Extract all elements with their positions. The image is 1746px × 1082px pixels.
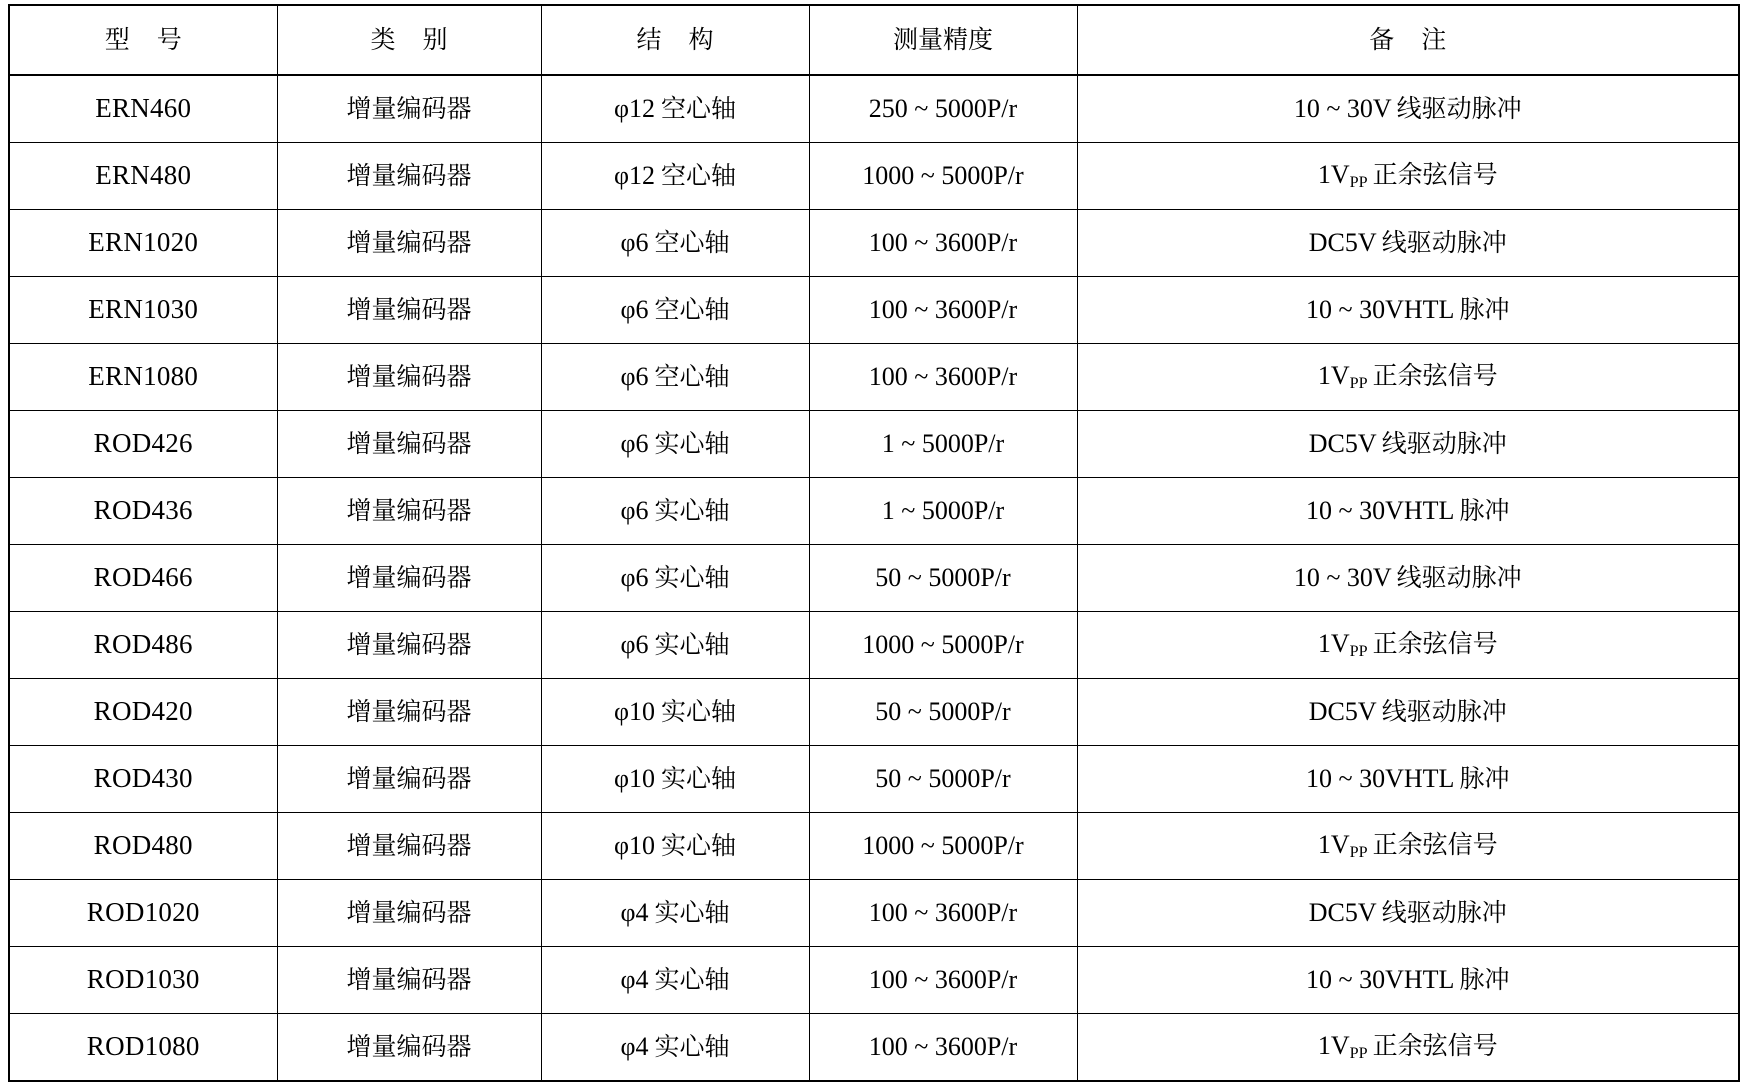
- cell-accuracy: [809, 880, 1077, 947]
- column-header-note-label: 备 注: [1369, 25, 1456, 55]
- note-signal-type: 线驱动脉冲: [1381, 897, 1507, 927]
- structure-type: 实心轴: [661, 830, 737, 860]
- cell-accuracy: [809, 411, 1077, 478]
- category-text: 增量编码器: [346, 428, 472, 458]
- cell-model: [9, 277, 277, 344]
- structure-type: 实心轴: [654, 428, 730, 458]
- structure-type: 实心轴: [654, 964, 730, 994]
- structure-diameter: φ10: [613, 830, 655, 860]
- cell-structure: [541, 1014, 809, 1082]
- cell-structure: [541, 411, 809, 478]
- note-signal-type: 脉冲: [1459, 964, 1510, 994]
- column-header-structure: [541, 5, 809, 75]
- structure-type: 实心轴: [654, 562, 730, 592]
- accuracy-text: 100 ~ 3600P/r: [868, 227, 1018, 257]
- cell-accuracy: [809, 612, 1077, 679]
- category-text: 增量编码器: [346, 830, 472, 860]
- model-text: ERN480: [95, 160, 192, 191]
- structure-diameter: φ12: [613, 93, 655, 123]
- category-text: 增量编码器: [346, 227, 472, 257]
- accuracy-text: 100 ~ 3600P/r: [868, 361, 1018, 391]
- cell-model: [9, 545, 277, 612]
- cell-accuracy: [809, 344, 1077, 411]
- table-row: [9, 679, 1739, 746]
- model-text: ROD426: [93, 428, 193, 459]
- structure-diameter: φ6: [620, 562, 649, 592]
- cell-model: [9, 746, 277, 813]
- note-signal-level: 1V: [1317, 628, 1350, 658]
- note-signal-level: 10 ~ 30VHTL: [1306, 495, 1455, 525]
- cell-structure: [541, 143, 809, 210]
- cell-model: [9, 612, 277, 679]
- note-signal-level: DC5V: [1308, 696, 1377, 726]
- table-row: [9, 612, 1739, 679]
- model-text: ROD436: [93, 495, 193, 526]
- structure-type: 实心轴: [654, 495, 730, 525]
- cell-note: [1077, 679, 1739, 746]
- accuracy-text: 100 ~ 3600P/r: [868, 1031, 1018, 1061]
- cell-structure: [541, 545, 809, 612]
- note-subscript: PP: [1349, 374, 1368, 392]
- cell-category: [277, 75, 541, 143]
- note-signal-level: 10 ~ 30V: [1293, 93, 1392, 123]
- table-row: [9, 411, 1739, 478]
- cell-structure: [541, 947, 809, 1014]
- note-signal-type: 线驱动脉冲: [1381, 227, 1507, 257]
- column-header-accuracy: [809, 5, 1077, 75]
- note-signal-level: 10 ~ 30V: [1293, 562, 1392, 592]
- column-header-model-label: 型 号: [104, 25, 192, 55]
- category-text: 增量编码器: [346, 361, 472, 391]
- cell-note: [1077, 344, 1739, 411]
- cell-accuracy: [809, 478, 1077, 545]
- cell-model: [9, 411, 277, 478]
- model-text: ERN1030: [88, 294, 199, 325]
- structure-type: 空心轴: [654, 361, 730, 391]
- structure-diameter: φ10: [613, 696, 655, 726]
- cell-note: [1077, 1014, 1739, 1082]
- structure-type: 实心轴: [661, 763, 737, 793]
- cell-accuracy: [809, 746, 1077, 813]
- structure-diameter: φ6: [620, 227, 649, 257]
- structure-diameter: φ6: [620, 294, 649, 324]
- note-signal-level: DC5V: [1308, 897, 1377, 927]
- note-signal-type: 脉冲: [1459, 294, 1510, 324]
- column-header-structure-label: 结 构: [636, 25, 723, 55]
- accuracy-text: 100 ~ 3600P/r: [868, 964, 1018, 994]
- structure-type: 空心轴: [654, 294, 730, 324]
- cell-category: [277, 277, 541, 344]
- cell-accuracy: [809, 210, 1077, 277]
- cell-category: [277, 411, 541, 478]
- table-row: [9, 478, 1739, 545]
- table-row: [9, 75, 1739, 143]
- cell-accuracy: [809, 545, 1077, 612]
- cell-category: [277, 143, 541, 210]
- category-text: 增量编码器: [346, 964, 472, 994]
- note-subscript: PP: [1349, 1044, 1368, 1062]
- note-signal-level: 10 ~ 30VHTL: [1306, 763, 1455, 793]
- column-header-model: [9, 5, 277, 75]
- accuracy-text: 1000 ~ 5000P/r: [862, 830, 1024, 860]
- note-signal-type: 线驱动脉冲: [1381, 428, 1507, 458]
- cell-note: [1077, 880, 1739, 947]
- category-text: 增量编码器: [346, 629, 472, 659]
- category-text: 增量编码器: [346, 93, 472, 123]
- cell-structure: [541, 746, 809, 813]
- category-text: 增量编码器: [346, 1031, 472, 1061]
- cell-note: [1077, 143, 1739, 210]
- cell-accuracy: [809, 1014, 1077, 1082]
- note-signal-level: 1V: [1317, 159, 1350, 189]
- structure-type: 空心轴: [661, 93, 737, 123]
- column-header-accuracy-label: 测量精度: [892, 25, 993, 55]
- accuracy-text: 100 ~ 3600P/r: [868, 897, 1018, 927]
- table-header-row: [9, 5, 1739, 75]
- table-row: [9, 813, 1739, 880]
- cell-note: [1077, 813, 1739, 880]
- note-subscript: PP: [1349, 642, 1368, 660]
- table-row: [9, 1014, 1739, 1082]
- category-text: 增量编码器: [346, 897, 472, 927]
- encoder-spec-table: [8, 4, 1740, 1082]
- note-signal-type: 脉冲: [1459, 495, 1510, 525]
- cell-category: [277, 947, 541, 1014]
- cell-model: [9, 344, 277, 411]
- note-signal-type: 正余弦信号: [1372, 1030, 1498, 1060]
- accuracy-text: 1000 ~ 5000P/r: [862, 160, 1024, 190]
- table-row: [9, 947, 1739, 1014]
- cell-structure: [541, 813, 809, 880]
- accuracy-text: 100 ~ 3600P/r: [868, 294, 1018, 324]
- note-signal-type: 线驱动脉冲: [1396, 562, 1522, 592]
- note-signal-level: DC5V: [1308, 227, 1377, 257]
- note-signal-type: 正余弦信号: [1372, 628, 1498, 658]
- category-text: 增量编码器: [346, 562, 472, 592]
- note-subscript: PP: [1349, 173, 1368, 191]
- note-signal-level: DC5V: [1308, 428, 1377, 458]
- column-header-category: [277, 5, 541, 75]
- cell-category: [277, 210, 541, 277]
- note-signal-level: 1V: [1317, 360, 1350, 390]
- cell-category: [277, 813, 541, 880]
- note-subscript: PP: [1349, 843, 1368, 861]
- cell-accuracy: [809, 679, 1077, 746]
- accuracy-text: 250 ~ 5000P/r: [868, 93, 1018, 123]
- structure-diameter: φ4: [620, 964, 649, 994]
- structure-type: 实心轴: [654, 1031, 730, 1061]
- cell-category: [277, 746, 541, 813]
- cell-accuracy: [809, 947, 1077, 1014]
- cell-note: [1077, 947, 1739, 1014]
- cell-category: [277, 478, 541, 545]
- cell-note: [1077, 277, 1739, 344]
- cell-category: [277, 344, 541, 411]
- cell-model: [9, 75, 277, 143]
- cell-model: [9, 143, 277, 210]
- note-signal-type: 正余弦信号: [1372, 829, 1498, 859]
- cell-note: [1077, 75, 1739, 143]
- structure-type: 实心轴: [654, 629, 730, 659]
- cell-accuracy: [809, 75, 1077, 143]
- accuracy-text: 50 ~ 5000P/r: [875, 763, 1011, 793]
- cell-category: [277, 612, 541, 679]
- note-signal-type: 正余弦信号: [1372, 159, 1498, 189]
- cell-category: [277, 880, 541, 947]
- cell-model: [9, 1014, 277, 1082]
- cell-structure: [541, 277, 809, 344]
- table-row: [9, 545, 1739, 612]
- table-header: [9, 5, 1739, 75]
- note-signal-level: 10 ~ 30VHTL: [1306, 964, 1455, 994]
- note-signal-type: 正余弦信号: [1372, 360, 1498, 390]
- category-text: 增量编码器: [346, 495, 472, 525]
- structure-type: 空心轴: [654, 227, 730, 257]
- accuracy-text: 50 ~ 5000P/r: [875, 696, 1011, 726]
- model-text: ROD486: [93, 629, 193, 660]
- model-text: ROD466: [93, 562, 193, 593]
- model-text: ROD420: [93, 696, 193, 727]
- cell-note: [1077, 411, 1739, 478]
- cell-structure: [541, 210, 809, 277]
- cell-structure: [541, 679, 809, 746]
- table-row: [9, 880, 1739, 947]
- note-signal-level: 1V: [1317, 829, 1350, 859]
- cell-note: [1077, 478, 1739, 545]
- model-text: ROD1030: [86, 964, 200, 995]
- cell-category: [277, 545, 541, 612]
- model-text: ERN460: [95, 93, 192, 124]
- structure-diameter: φ6: [620, 629, 649, 659]
- model-text: ROD430: [93, 763, 193, 794]
- model-text: ROD480: [93, 830, 193, 861]
- cell-note: [1077, 545, 1739, 612]
- accuracy-text: 1 ~ 5000P/r: [881, 428, 1005, 458]
- column-header-category-label: 类 别: [370, 25, 457, 55]
- cell-structure: [541, 344, 809, 411]
- table-row: [9, 210, 1739, 277]
- category-text: 增量编码器: [346, 763, 472, 793]
- table-row: [9, 344, 1739, 411]
- cell-model: [9, 679, 277, 746]
- table-row: [9, 746, 1739, 813]
- cell-note: [1077, 746, 1739, 813]
- structure-diameter: φ10: [613, 763, 655, 793]
- table-row: [9, 143, 1739, 210]
- structure-type: 实心轴: [654, 897, 730, 927]
- cell-category: [277, 679, 541, 746]
- structure-type: 实心轴: [661, 696, 737, 726]
- cell-model: [9, 880, 277, 947]
- cell-model: [9, 478, 277, 545]
- model-text: ROD1080: [86, 1031, 200, 1062]
- cell-note: [1077, 210, 1739, 277]
- structure-diameter: φ12: [613, 160, 655, 190]
- note-signal-type: 线驱动脉冲: [1396, 93, 1522, 123]
- cell-note: [1077, 612, 1739, 679]
- accuracy-text: 1000 ~ 5000P/r: [862, 629, 1024, 659]
- cell-structure: [541, 75, 809, 143]
- note-signal-level: 10 ~ 30VHTL: [1306, 294, 1455, 324]
- cell-structure: [541, 880, 809, 947]
- cell-model: [9, 210, 277, 277]
- accuracy-text: 50 ~ 5000P/r: [875, 562, 1011, 592]
- category-text: 增量编码器: [346, 696, 472, 726]
- structure-diameter: φ6: [620, 495, 649, 525]
- category-text: 增量编码器: [346, 160, 472, 190]
- cell-model: [9, 947, 277, 1014]
- column-header-note: [1077, 5, 1739, 75]
- cell-accuracy: [809, 813, 1077, 880]
- cell-structure: [541, 478, 809, 545]
- category-text: 增量编码器: [346, 294, 472, 324]
- accuracy-text: 1 ~ 5000P/r: [881, 495, 1005, 525]
- note-signal-level: 1V: [1317, 1030, 1350, 1060]
- structure-diameter: φ4: [620, 1031, 649, 1061]
- structure-diameter: φ4: [620, 897, 649, 927]
- table-body: [9, 75, 1739, 1081]
- cell-accuracy: [809, 277, 1077, 344]
- model-text: ERN1020: [88, 227, 199, 258]
- cell-model: [9, 813, 277, 880]
- table-row: [9, 277, 1739, 344]
- model-text: ROD1020: [86, 897, 200, 928]
- cell-accuracy: [809, 143, 1077, 210]
- cell-structure: [541, 612, 809, 679]
- structure-diameter: φ6: [620, 361, 649, 391]
- note-signal-type: 脉冲: [1459, 763, 1510, 793]
- structure-diameter: φ6: [620, 428, 649, 458]
- note-signal-type: 线驱动脉冲: [1381, 696, 1507, 726]
- structure-type: 空心轴: [661, 160, 737, 190]
- model-text: ERN1080: [88, 361, 199, 392]
- cell-category: [277, 1014, 541, 1082]
